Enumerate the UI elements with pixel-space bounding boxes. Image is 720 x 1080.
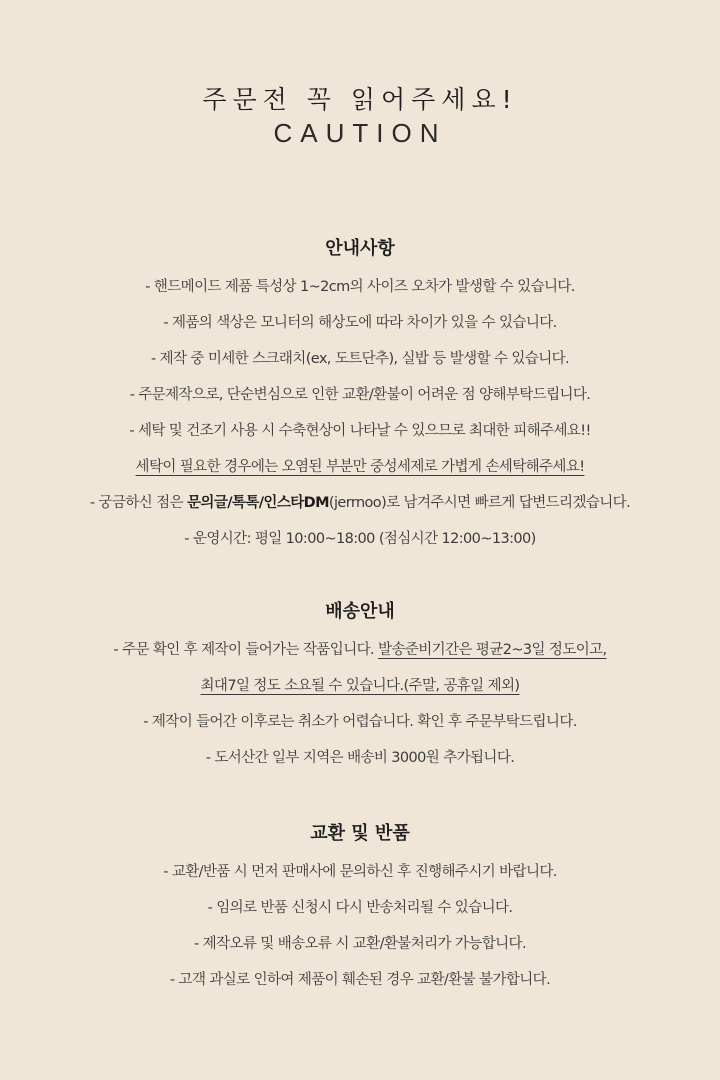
returns-line: - 제작오류 및 배송오류 시 교환/환불처리가 가능합니다. [194, 936, 526, 952]
contact-prefix: - 궁금하신 점은 [89, 495, 187, 511]
notice-line: - 핸드메이드 제품 특성상 1~2cm의 사이즈 오차가 발생할 수 있습니다. [145, 279, 575, 295]
shipping-line [0, 668, 720, 704]
notice-heading: 안내사항 [325, 238, 395, 259]
returns-line: - 임의로 반품 신청시 다시 반송처리될 수 있습니다. [207, 900, 513, 916]
returns-line: - 고객 과실로 인하여 제품이 훼손된 경우 교환/환불 불가합니다. [169, 972, 551, 988]
notice-line: - 제작 중 미세한 스크래치(ex, 도트단추), 실밥 등 발생할 수 있습니다. [150, 351, 570, 367]
returns-heading: 교환 및 반품 [310, 823, 410, 844]
shipping-line: - 제작이 들어간 이후로는 취소가 어렵습니다. 확인 후 주문부탁드립니다. [143, 714, 577, 730]
notice-line: - 제품의 색상은 모니터의 해상도에 따라 차이가 있을 수 있습니다. [163, 315, 557, 331]
hours-line: - 운영시간: 평일 10:00~18:00 (점심시간 12:00~13:00) [184, 531, 536, 547]
contact-handle: (jerrnoo) [328, 495, 387, 511]
page-subtitle: CAUTION [273, 118, 447, 148]
contact-line [0, 485, 720, 521]
notice-line: - 주문제작으로, 단순변심으로 인한 교환/환불이 어려운 점 양해부탁드립니다. [129, 387, 591, 403]
contact-suffix: 로 남겨주시면 빠르게 답변드리겠습니다. [386, 495, 631, 511]
shipping-max-period: 최대7일 정도 소요될 수 있습니다.(주말, 공휴일 제외) [200, 678, 520, 694]
page-title: 주문전 꼭 읽어주세요! [202, 85, 518, 114]
returns-line: - 교환/반품 시 먼저 판매사에 문의하신 후 진행해주시기 바랍니다. [163, 864, 557, 880]
contact-channels: 문의글/톡톡/인스타DM [187, 495, 329, 511]
washing-instruction: 세탁이 필요한 경우에는 오염된 부분만 중성세제로 가볍게 손세탁해주세요! [135, 459, 585, 475]
notice-section [0, 233, 720, 557]
shipping-heading: 배송안내 [325, 601, 395, 622]
shipping-line [0, 632, 720, 668]
shipping-section [0, 596, 720, 776]
shipping-line: - 도서산간 일부 지역은 배송비 3000원 추가됩니다. [205, 750, 515, 766]
notice-line: - 세탁 및 건조기 사용 시 수축현상이 나타날 수 있으므로 최대한 피해주세요!! [129, 423, 591, 439]
shipping-line-prefix: - 주문 확인 후 제작이 들어가는 작품입니다. [113, 642, 379, 658]
returns-section [0, 818, 720, 998]
notice-line-washing [0, 449, 720, 485]
shipping-period: 발송준비기간은 평균2~3일 정도이고, [378, 642, 607, 658]
